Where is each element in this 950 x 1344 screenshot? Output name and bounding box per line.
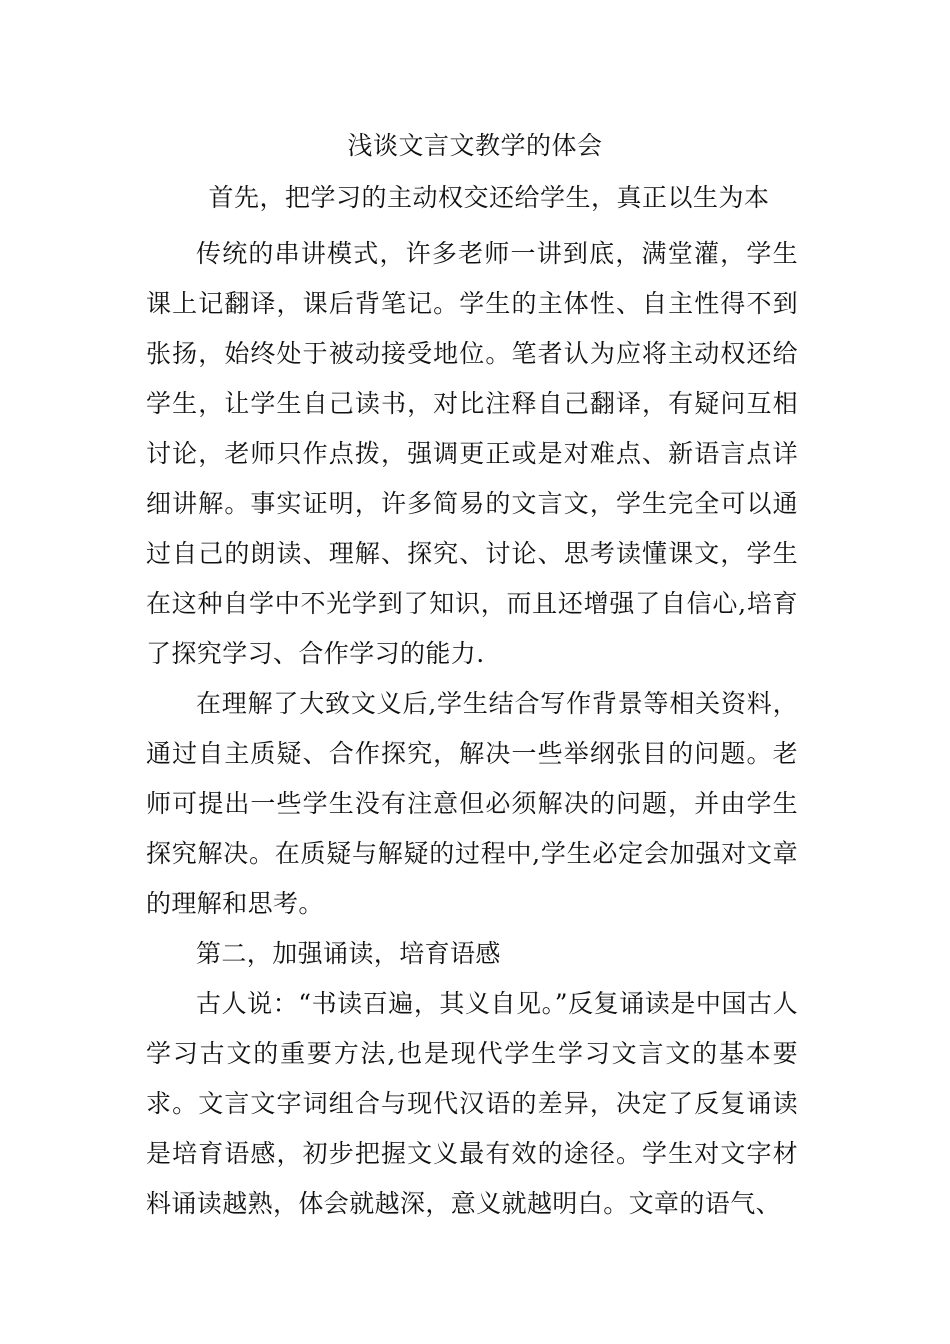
document-title: 浅谈文言文教学的体会 xyxy=(347,131,603,160)
paragraph: 在理解了大致文义后,学生结合写作背景等相关资料，通过自主质疑、合作探究，解决一些举纲张目的问题。老师可提出一些学生没有注意但必须解决的问题，并由学生探究解决。在质疑与解疑的过程中,学生必定会加强对文章的理解和思考。 xyxy=(146,689,798,918)
section-heading: 首先，把学习的主动权交还给学生，真正以生为本 xyxy=(208,183,770,212)
paragraph: 古人说：“书读百遍，其义自见。”反复诵读是中国古人学习古文的重要方法,也是现代学生学习文言文的基本要求。文言文字词组合与现代汉语的差异，决定了反复诵读是培育语感，初步把握文义最有效的途径。学生对文字材料诵读越熟，体会就越深，意义就越明白。文章的语气、 xyxy=(146,989,798,1218)
paragraph: 传统的串讲模式，许多老师一讲到底，满堂灌，学生课上记翻译，课后背笔记。学生的主体性、自主性得不到张扬，始终处于被动接受地位。笔者认为应将主动权还给学生，让学生自己读书，对比注释自己翻译，有疑问互相讨论，老师只作点拨，强调更正或是对难点、新语言点详细讲解。事实证明，许多简易的文言文，学生完全可以通过自己的朗读、理解、探究、讨论、思考读懂课文，学生在这种自学中不光学到了知识，而且还增强了自信心,培育了探究学习、合作学习的能力. xyxy=(146,239,798,668)
section-heading-paragraph: 第二，加强诵读，培育语感 xyxy=(196,939,501,968)
document-body xyxy=(146,229,798,1229)
